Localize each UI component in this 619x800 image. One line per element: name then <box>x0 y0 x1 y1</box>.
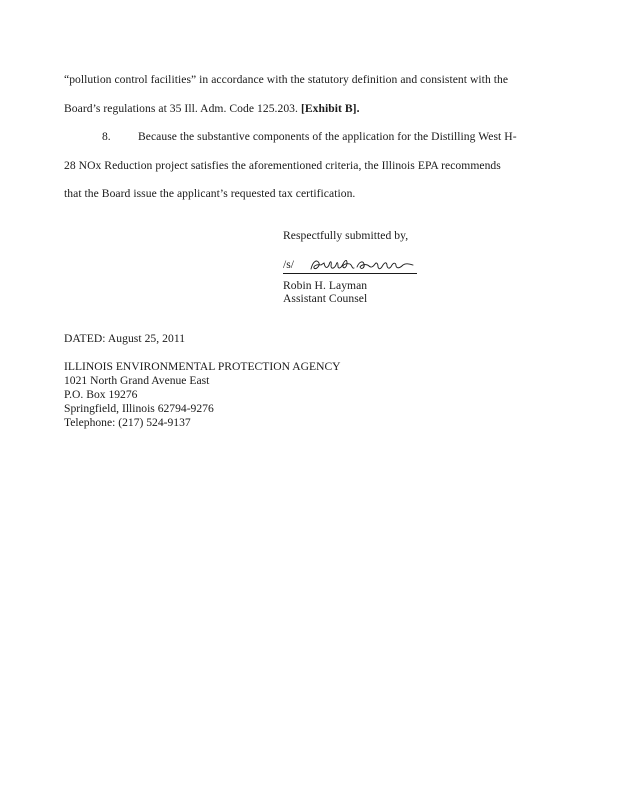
signature-line <box>283 273 417 274</box>
para7-line-2-text: Board’s regulations at 35 Ill. Adm. Code 125.203. <box>64 102 298 115</box>
exhibit-b-reference: [Exhibit B]. <box>300 102 360 115</box>
agency-telephone: Telephone: (217) 524-9137 <box>64 416 191 429</box>
signer-title: Assistant Counsel <box>283 292 368 305</box>
para8-line-3: that the Board issue the applicant’s requested tax certification. <box>64 187 356 200</box>
para7-line-2 <box>64 102 360 115</box>
signature-block <box>283 255 417 277</box>
para8-line-1: Because the substantive components of the application for the Distilling West H- <box>138 130 517 143</box>
para8-number: 8. <box>102 130 111 143</box>
closing-respectfully: Respectfully submitted by, <box>283 229 409 242</box>
handwritten-signature <box>307 255 417 275</box>
agency-name: ILLINOIS ENVIRONMENTAL PROTECTION AGENCY <box>64 360 341 373</box>
signer-name: Robin H. Layman <box>283 279 368 292</box>
para7-line-1: “pollution control facilities” in accordance with the statutory definition and consistent with the <box>64 73 509 86</box>
agency-address-street: 1021 North Grand Avenue East <box>64 374 210 387</box>
signature-prefix: /s/ <box>283 258 294 271</box>
para8-line-2: 28 NOx Reduction project satisfies the aforementioned criteria, the Illinois EPA recommends <box>64 159 501 172</box>
agency-address-pobox: P.O. Box 19276 <box>64 388 138 401</box>
agency-address-city: Springfield, Illinois 62794-9276 <box>64 402 214 415</box>
dated-line: DATED: August 25, 2011 <box>64 332 186 345</box>
